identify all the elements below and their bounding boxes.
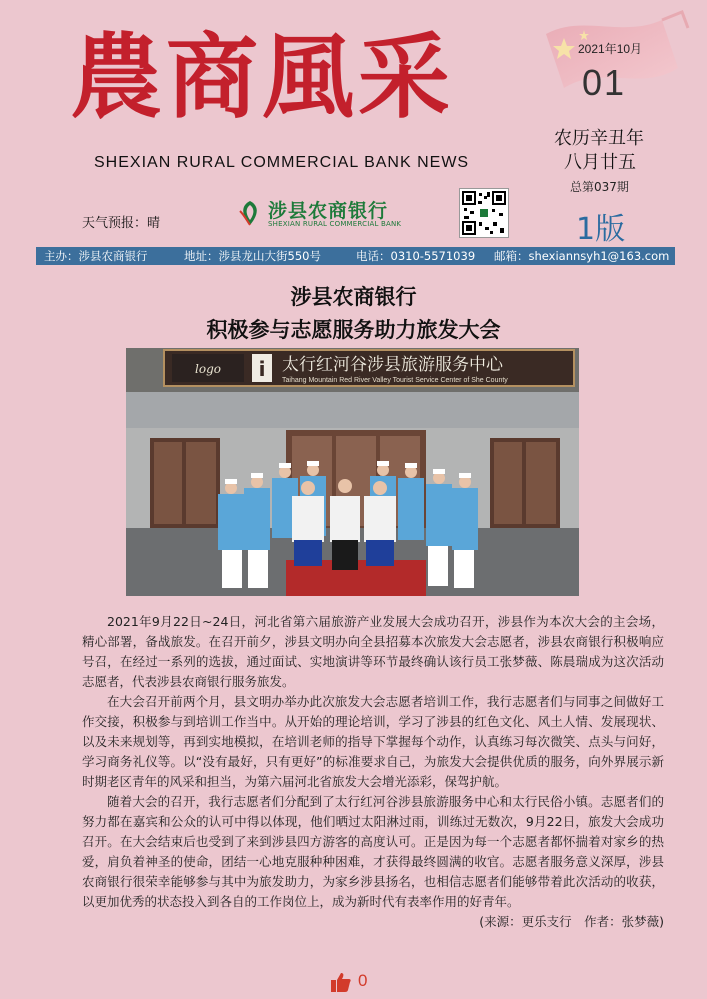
phone-text: 电话：0310-5571039	[356, 249, 476, 263]
thumbs-up-icon[interactable]	[330, 971, 352, 993]
svg-text:i: i	[258, 357, 266, 381]
email-text[interactable]: 邮箱：shexiannsyh1@163.com	[494, 249, 670, 263]
article-paragraph: 2021年9月22日~24日，河北省第六届旅游产业发展大会成功召开，涉县作为本次大会的主会场，精心部署，备战旅发。在召开前夕，涉县文明办向全县招募本次旅发大会志愿者，涉县农商银行积极响应号召，在经过一系列的选拔，通过面试、实地演讲等环节最终确认该行员工张梦薇、陈晨瑞成为这次活动志愿者，代表涉县农商银行服务旅发。	[82, 614, 664, 689]
article-photo	[126, 348, 579, 596]
bank-logo-icon	[236, 199, 264, 227]
sponsor-text: 主办：涉县农商银行	[44, 249, 148, 263]
bank-name-en: SHEXIAN RURAL COMMERCIAL BANK	[268, 220, 402, 228]
article-source: (来源：更乐支行 作者：张梦薇)	[479, 914, 664, 929]
masthead-title: 農商風采	[70, 23, 455, 131]
photo-sign-en: Taihang Mountain Red River Valley Tourist Service Center of She County	[282, 377, 508, 384]
headline-line1: 涉县农商银行	[290, 285, 417, 309]
article-body	[82, 612, 664, 932]
svg-text:logo: logo	[195, 362, 221, 376]
page-number: 1版	[576, 212, 626, 247]
headline-line2: 积极参与志愿服务助力旅发大会	[206, 318, 501, 342]
total-issue-number: 总第037期	[570, 180, 629, 194]
article-paragraph: 在大会召开前两个月，县文明办举办此次旅发大会志愿者培训工作，我行志愿者们与同事之间做好工作交接，积极参与到培训工作当中。从开始的理论培训，学习了涉县的红色文化、风土人情、发展现状、以及未来规划等，再到实地模拟，在培训老师的指导下掌握每个动作，认真练习每次微笑、点头与问好，学习商务礼仪等。以“没有最好，只有更好”的标准要求自己，为旅发大会提供优质的服务，向外界展示新时期老区青年的风采和担当，为第六届河北省旅发大会增光添彩，保驾护航。	[82, 694, 664, 789]
qr-code-icon[interactable]	[459, 188, 509, 238]
masthead-subtitle: SHEXIAN RURAL COMMERCIAL BANK NEWS	[94, 154, 470, 171]
issue-day: 01	[582, 62, 627, 103]
article-paragraph: 随着大会的召开，我行志愿者们分配到了太行红河谷涉县旅游服务中心和太行民俗小镇。志愿者们的努力都在嘉宾和公众的认可中得以体现，他们晒过太阳淋过雨，训练过无数次，9月22日，旅发大会成功召开。在大会结束后也受到了来到涉县四方游客的高度认可。正是因为每一个志愿者都怀揣着对家乡的热爱，肩负着神圣的使命，团结一心地克服种种困难，才获得最终圆满的收官。志愿者服务意义深厚，涉县农商银行很荣幸能够参与其中为旅发助力，为家乡涉县扬名，也相信志愿者们能够带着此次活动的收获，以更加优秀的状态投入到各自的工作岗位上，成为新时代有表率作用的好青年。	[82, 794, 664, 909]
lunar-year: 农历辛丑年	[554, 128, 644, 149]
weather-forecast: 天气预报：晴	[82, 216, 161, 231]
like-count: 0	[358, 971, 368, 990]
bank-logo	[236, 196, 406, 230]
lunar-date: 八月廿五	[564, 152, 636, 173]
volunteer-group	[218, 461, 478, 588]
issue-year-month: 2021年10月	[578, 42, 643, 56]
address-text: 地址：涉县龙山大街550号	[184, 249, 321, 263]
bank-name-cn: 涉县农商银行	[268, 200, 389, 222]
photo-sign-cn: 太行红河谷涉县旅游服务中心	[282, 355, 503, 375]
info-bar	[36, 247, 675, 265]
